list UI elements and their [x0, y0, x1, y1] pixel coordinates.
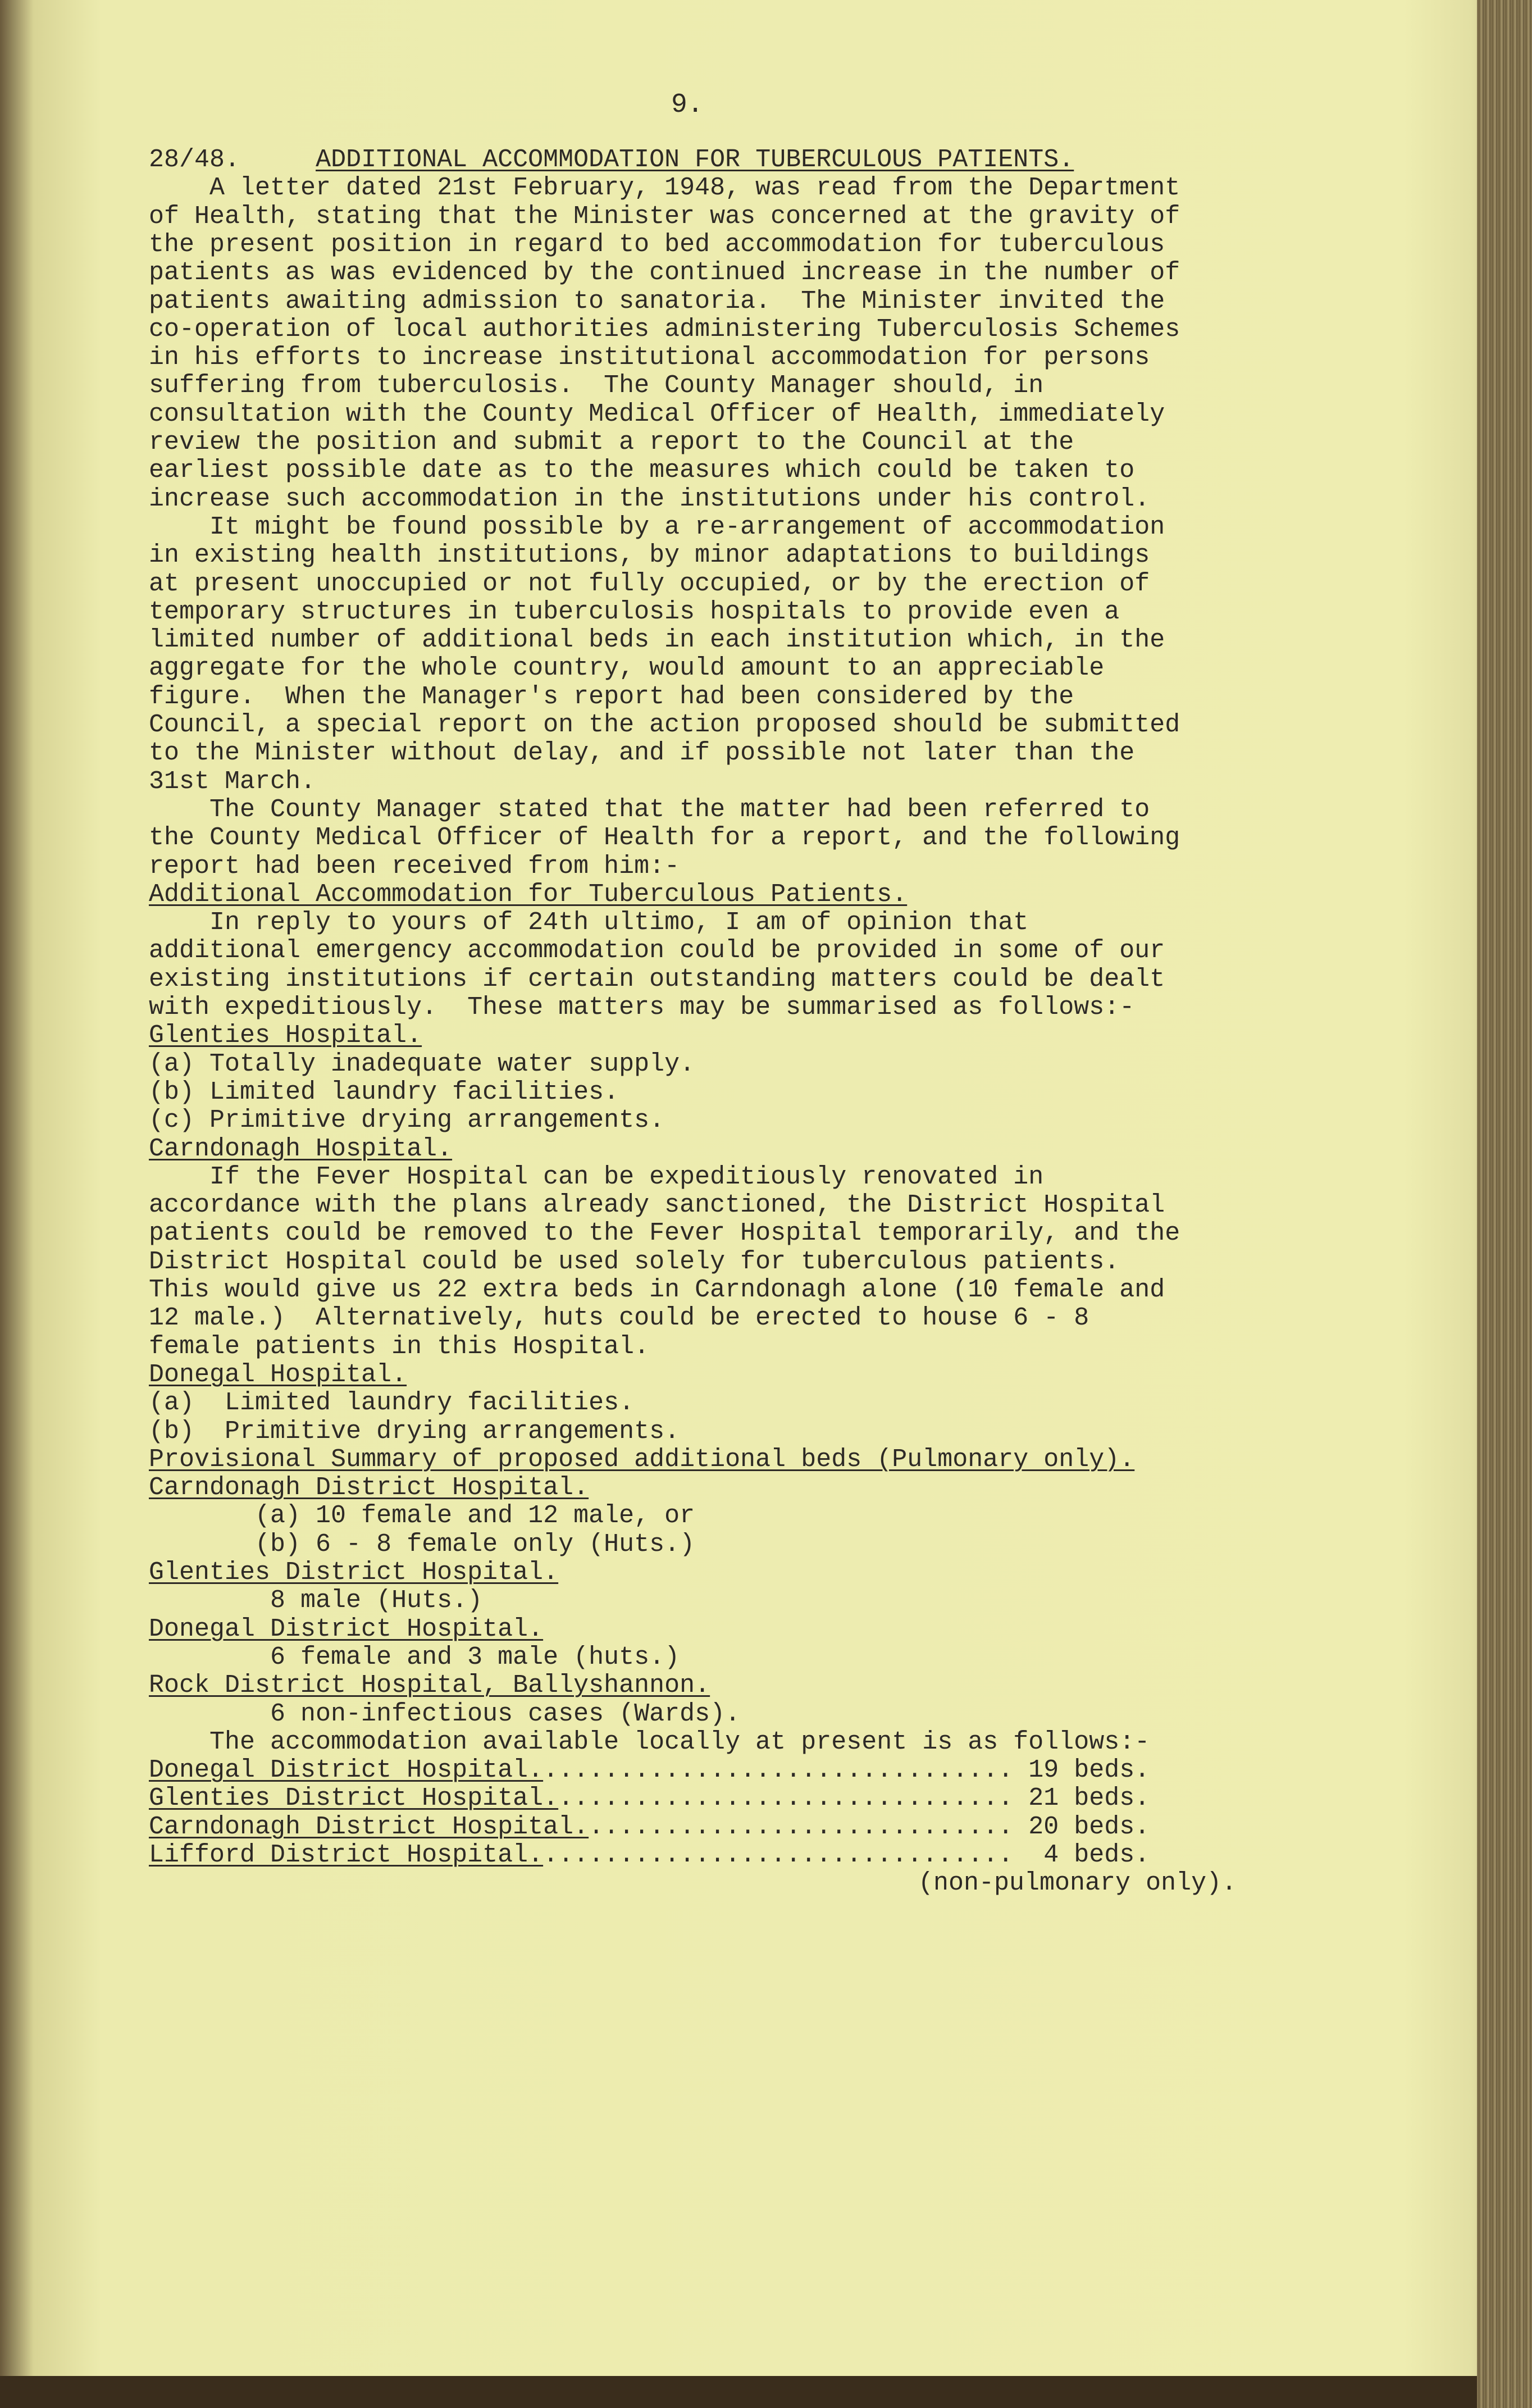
- accommodation-footnote: (non-pulmonary only).: [918, 1869, 1237, 1898]
- text-line: In reply to yours of 24th ultimo, I am of opinion that: [149, 908, 1029, 937]
- leader-dots: ..............................: [558, 1784, 1014, 1813]
- section-heading: [149, 1672, 710, 1700]
- text-line: in existing health institutions, by minor adaptations to buildings: [149, 541, 1150, 570]
- text-line: accordance with the plans already sanctioned, the District Hospital: [149, 1191, 1165, 1220]
- text-line: increase such accommodation in the institutions under his control.: [149, 484, 1150, 513]
- hospital-name: Donegal District Hospital.: [149, 1756, 544, 1785]
- underlined-text: Additional Accommodation for Tuberculous Patients.: [149, 880, 908, 909]
- text-line: (b) Limited laundry facilities.: [149, 1077, 619, 1107]
- text-line: It might be found possible by a re-arrangement of accommodation: [149, 512, 1165, 541]
- text-line: at present unoccupied or not fully occupied, or by the erection of: [149, 569, 1150, 598]
- leader-dots: ...............................: [543, 1756, 1014, 1785]
- underlined-text: Donegal Hospital.: [149, 1360, 407, 1389]
- text-line: suffering from tuberculosis. The County Manager should, in: [149, 371, 1044, 400]
- leader-dots: ............................: [589, 1812, 1014, 1841]
- text-line: of Health, stating that the Minister was concerned at the gravity of: [149, 202, 1180, 231]
- underlined-text: Rock District Hospital, Ballyshannon.: [149, 1671, 710, 1700]
- text-line: 31st March.: [149, 767, 316, 796]
- text-line: with expeditiously. These matters may be summarised as follows:-: [149, 993, 1135, 1022]
- text-line: This would give us 22 extra beds in Carndonagh alone (10 female and: [149, 1276, 1165, 1304]
- bed-count: 21 beds.: [1028, 1784, 1150, 1813]
- minute-title: ADDITIONAL ACCOMMODATION FOR TUBERCULOUS PATIENTS.: [316, 145, 1074, 174]
- text-line: (b) 6 - 8 female only (Huts.): [149, 1530, 695, 1559]
- accommodation-row: [149, 1756, 1150, 1785]
- text-line: District Hospital could be used solely for tuberculous patients.: [149, 1247, 1120, 1276]
- text-line: The County Manager stated that the matter had been referred to: [149, 795, 1150, 824]
- text-line: patients could be removed to the Fever Hospital temporarily, and the: [149, 1219, 1180, 1248]
- text-line: (a) 10 female and 12 male, or: [149, 1501, 695, 1531]
- text-line: A letter dated 21st February, 1948, was read from the Department: [149, 174, 1180, 203]
- text-line: patients awaiting admission to sanatoria. The Minister invited the: [149, 286, 1165, 316]
- section-heading: [149, 1022, 422, 1050]
- underlined-text: Glenties Hospital.: [149, 1021, 422, 1050]
- section-heading: [149, 1446, 1134, 1474]
- underlined-text: Carndonagh District Hospital.: [149, 1473, 589, 1503]
- text-line: (c) Primitive drying arrangements.: [149, 1106, 665, 1135]
- text-line: (a) Totally inadequate water supply.: [149, 1049, 695, 1078]
- underlined-text: Carndonagh Hospital.: [149, 1134, 453, 1163]
- text-line: (b) Primitive drying arrangements.: [149, 1417, 680, 1446]
- section-heading: [149, 1559, 558, 1587]
- hospital-name: Carndonagh District Hospital.: [149, 1812, 589, 1841]
- text-line: aggregate for the whole country, would amount to an appreciable: [149, 654, 1105, 683]
- minutes-text: [149, 0, 1457, 1898]
- underlined-text: Donegal District Hospital.: [149, 1614, 544, 1644]
- page-number: 9.: [671, 90, 704, 120]
- text-line: in his efforts to increase institutional accommodation for persons: [149, 343, 1150, 372]
- text-line: Council, a special report on the action proposed should be submitted: [149, 711, 1180, 739]
- text-line: existing institutions if certain outstanding matters could be dealt: [149, 964, 1165, 994]
- text-line: limited number of additional beds in each institution which, in the: [149, 626, 1165, 655]
- text-line: The accommodation available locally at present is as follows:-: [149, 1727, 1150, 1756]
- text-line: (a) Limited laundry facilities.: [149, 1389, 635, 1418]
- accommodation-row: [149, 1841, 1150, 1869]
- text-line: additional emergency accommodation could be provided in some of our: [149, 936, 1165, 966]
- text-line: temporary structures in tuberculosis hospitals to provide even a: [149, 597, 1120, 626]
- section-heading: [149, 881, 907, 909]
- text-line: 6 non-infectious cases (Wards).: [149, 1699, 741, 1728]
- bed-count: 19 beds.: [1028, 1756, 1150, 1785]
- text-line: 6 female and 3 male (huts.): [149, 1642, 680, 1672]
- bed-count: 20 beds.: [1028, 1812, 1150, 1841]
- minute-ref: 28/48.: [149, 145, 240, 174]
- section-heading: [149, 1135, 452, 1163]
- text-line: 8 male (Huts.): [149, 1586, 483, 1615]
- minute-heading: [149, 146, 1074, 174]
- text-line: co-operation of local authorities administering Tuberculosis Schemes: [149, 315, 1180, 344]
- text-line: review the position and submit a report to the Council at the: [149, 428, 1074, 457]
- book-binding-edge: [1477, 0, 1532, 2408]
- hospital-name: Glenties District Hospital.: [149, 1784, 559, 1813]
- section-heading: [149, 1615, 543, 1644]
- text-line: patients as was evidenced by the continued increase in the number of: [149, 258, 1180, 288]
- text-line: figure. When the Manager's report had been considered by the: [149, 682, 1074, 711]
- text-line: If the Fever Hospital can be expeditiously renovated in: [149, 1162, 1044, 1191]
- text-line: to the Minister without delay, and if possible not later than the: [149, 739, 1135, 768]
- accommodation-row: [149, 1813, 1150, 1841]
- underlined-text: Provisional Summary of proposed additional beds (Pulmonary only).: [149, 1445, 1135, 1474]
- text-line: the County Medical Officer of Health for a report, and the following: [149, 823, 1180, 853]
- hospital-name: Lifford District Hospital.: [149, 1841, 544, 1869]
- accommodation-row: [149, 1785, 1150, 1813]
- leader-dots: ...............................: [543, 1841, 1014, 1869]
- section-heading: [149, 1361, 407, 1389]
- text-line: earliest possible date as to the measures which could be taken to: [149, 456, 1135, 485]
- text-line: the present position in regard to bed accommodation for tuberculous: [149, 230, 1165, 259]
- text-line: consultation with the County Medical Officer of Health, immediately: [149, 399, 1165, 429]
- section-heading: [149, 1474, 589, 1502]
- underlined-text: Glenties District Hospital.: [149, 1558, 559, 1587]
- text-line: 12 male.) Alternatively, huts could be erected to house 6 - 8: [149, 1304, 1089, 1333]
- bed-count: 4 beds.: [1028, 1841, 1150, 1869]
- text-line: report had been received from him:-: [149, 852, 680, 881]
- text-line: female patients in this Hospital.: [149, 1332, 650, 1361]
